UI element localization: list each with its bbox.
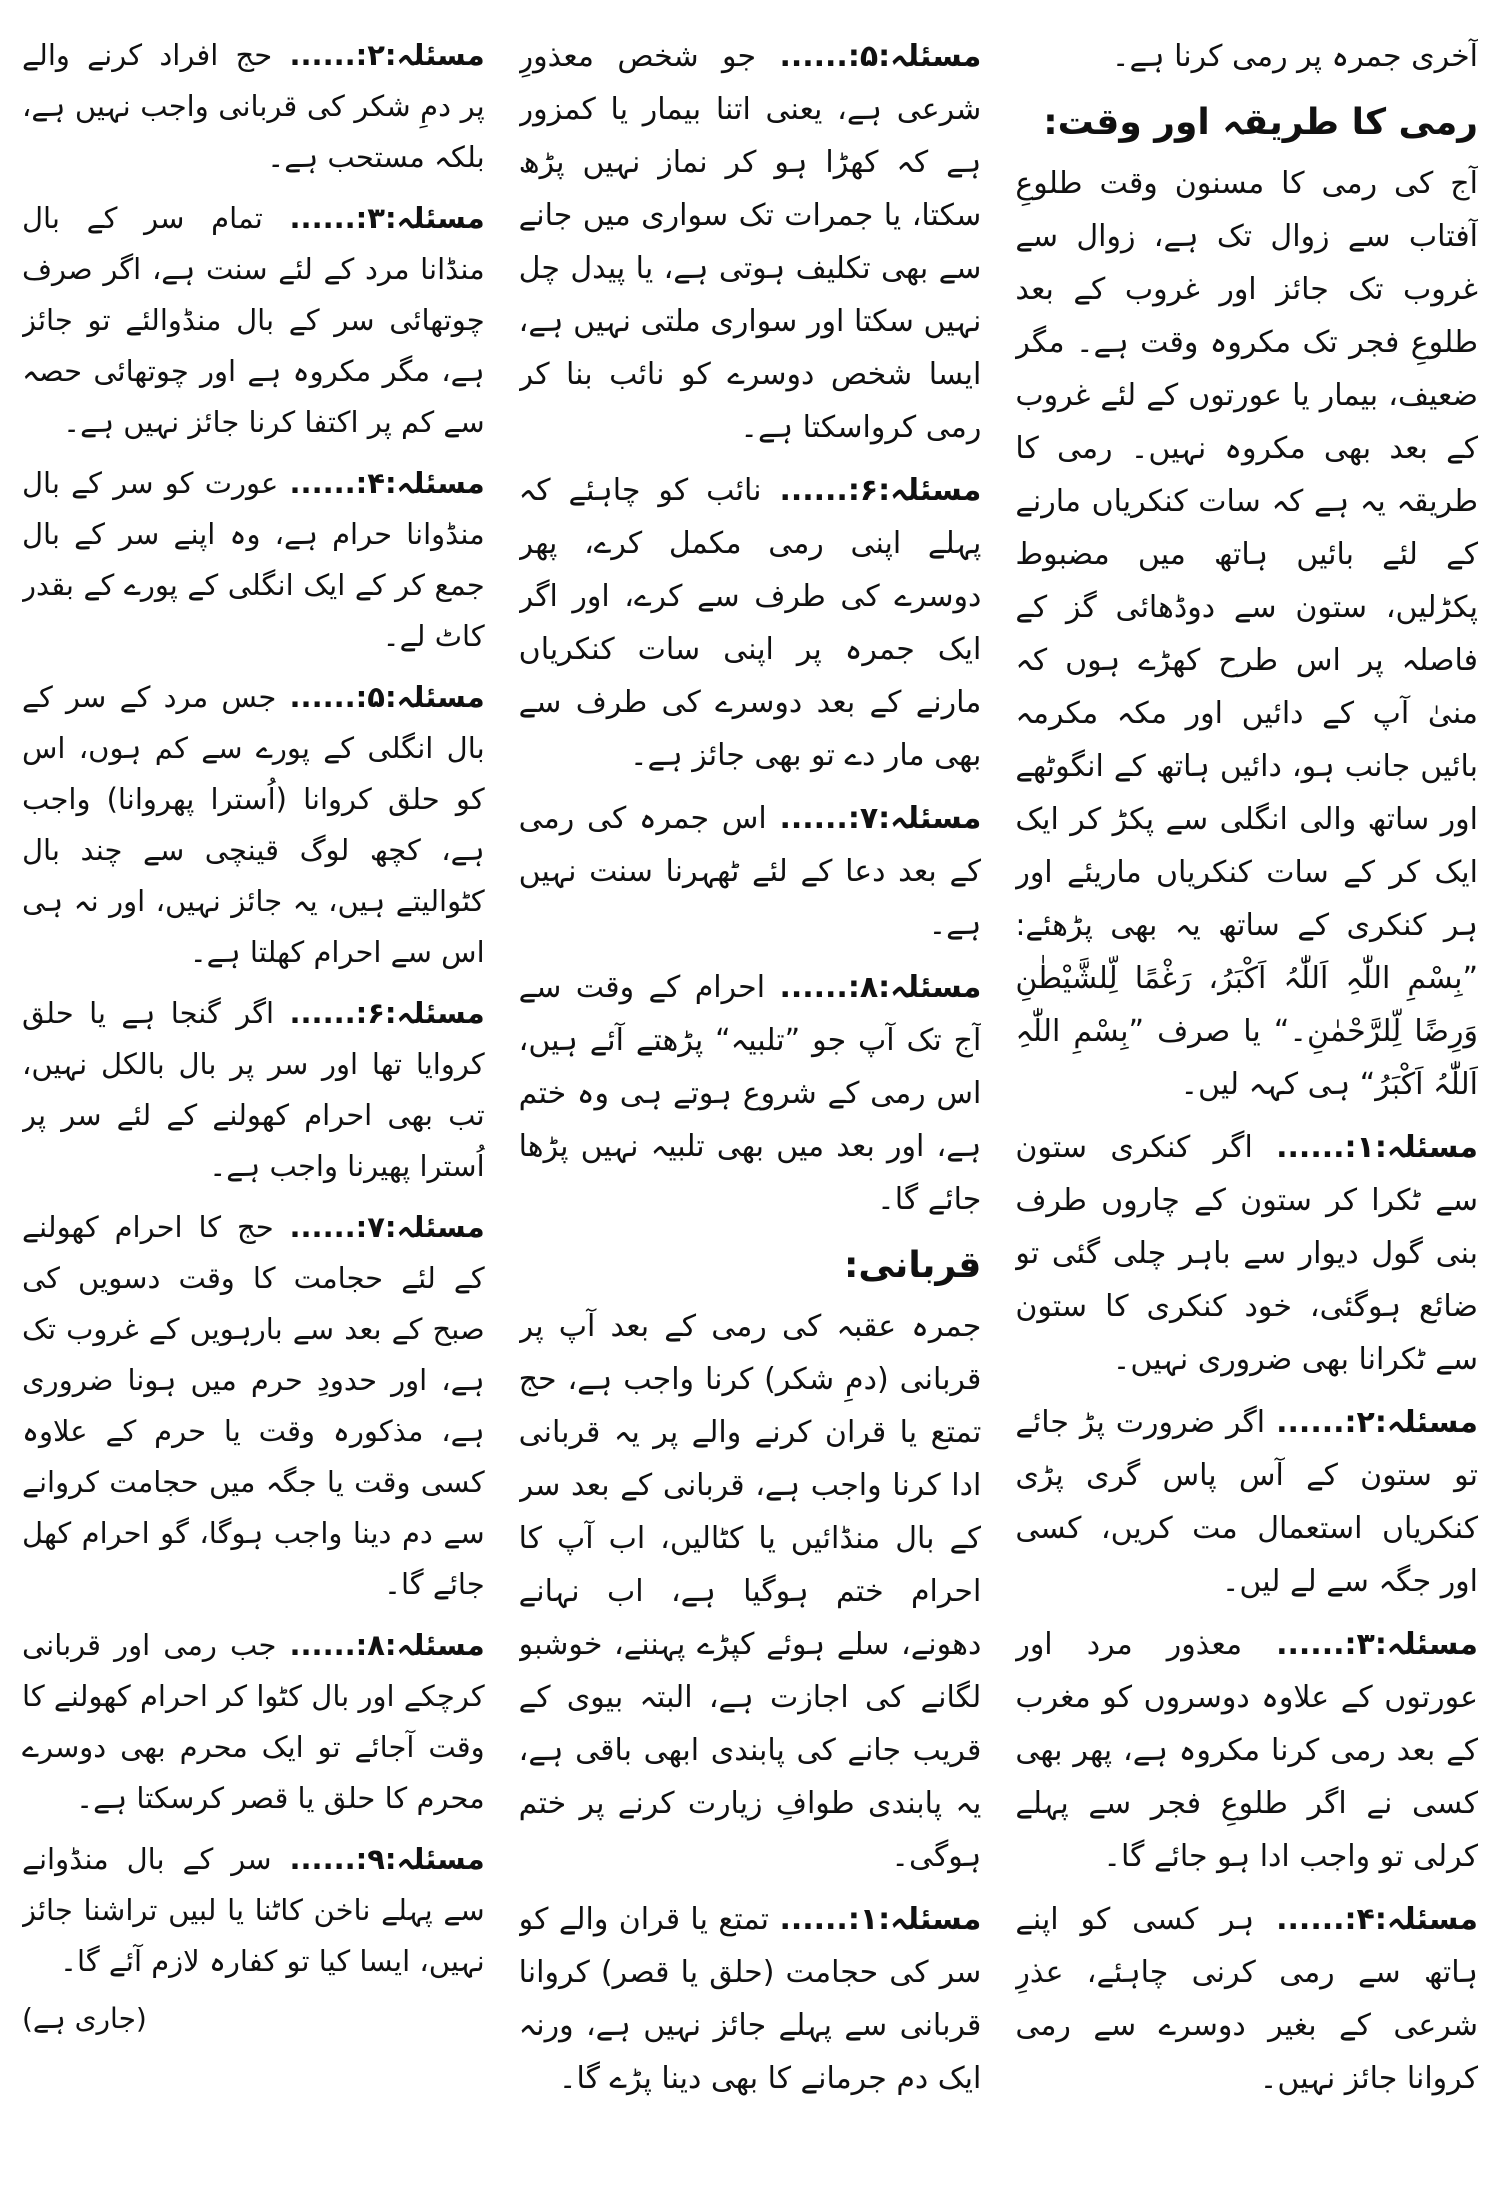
masala-paragraph: [519, 792, 982, 951]
masala-paragraph: [22, 672, 485, 978]
column-right: [1015, 30, 1478, 2160]
masala-paragraph: [1015, 1618, 1478, 1883]
paragraph-text: اگر کنکری ستون سے ٹکرا کر ستون کے چاروں طرف بنی گول دیوار سے باہر چلی گئی تو ضائع ہوگئی، خود کنکری کا ستون سے ٹکرانا بھی ضروری نہیں۔: [1015, 1130, 1478, 1377]
masala-paragraph: [22, 193, 485, 448]
paragraph-text: جب رمی اور قربانی کرچکے اور بال کٹوا کر احرام کھولنے کا وقت آجائے تو ایک محرم بھی دوسرے محرم کا حلق یا قصر کرسکتا ہے۔: [21, 1628, 485, 1815]
body-paragraph: [519, 1300, 982, 1883]
body-paragraph: [1015, 157, 1478, 1111]
masala-paragraph: [1015, 1121, 1478, 1386]
masala-label: مسئلہ:۱:......: [1276, 1130, 1478, 1165]
paragraph-text: آج کی رمی کا مسنون وقت طلوعِ آفتاب سے زوال تک ہے، زوال سے غروب تک جائز اور غروب کے بعد طلوعِ فجر تک مکروہ وقت ہے۔ مگر ضعیف، بیمار یا عورتوں کے لئے غروب کے بعد بھی مکروہ نہیں۔ رمی کا طریقہ یہ ہے کہ سات کنکریاں مارنے کے لئے بائیں ہاتھ میں مضبوط پکڑلیں، ستون سے دوڈھائی گز کے فاصلہ پر اس طرح کھڑے ہوں کہ منیٰ آپ کے دائیں اور مکہ مکرمہ بائیں جانب ہو، دائیں ہاتھ کے انگوٹھے اور ساتھ والی انگلی سے پکڑ کر ایک ایک کر کے سات کنکریاں ماریئے اور ہر کنکری کے ساتھ یہ بھی پڑھئے: ”بِسْمِ اللّٰہِ اَللّٰہُ اَکْبَرُ، رَغْمًا لِّلشَّیْطٰنِ وَرِضًا لِّلرَّحْمٰنِ۔“ یا صرف ”بِسْمِ اللّٰہِ اَللّٰہُ اَکْبَرُ“ ہی کہہ لیں۔: [1015, 166, 1478, 1102]
masala-label: مسئلہ:۸:......: [779, 970, 982, 1005]
paragraph-text: سر کے بال منڈوانے سے پہلے ناخن کاٹنا یا لبیں تراشنا جائز نہیں، ایسا کیا تو کفارہ لازم آئے گا۔: [21, 1842, 485, 1978]
masala-paragraph: [519, 961, 982, 1226]
masala-label: مسئلہ:۴:......: [1276, 1902, 1478, 1937]
paragraph-text: جو شخص معذورِ شرعی ہے، یعنی اتنا بیمار یا کمزور ہے کہ کھڑا ہو کر نماز نہیں پڑھ سکتا، یا جمرات تک سواری میں جانے سے بھی تکلیف ہوتی ہے، یا پیدل چل نہیں سکتا اور سواری ملتی نہیں ہے، ایسا شخص دوسرے کو نائب بنا کر رمی کرواسکتا ہے۔: [518, 39, 982, 445]
masala-paragraph: [519, 464, 982, 782]
masala-paragraph: [1015, 1396, 1478, 1608]
paragraph-text: تمام سر کے بال منڈانا مرد کے لئے سنت ہے، اگر صرف چوتھائی سر کے بال منڈوالئے تو جائز ہے، مگر مکروہ ہے اور چوتھائی حصہ سے کم پر اکتفا کرنا جائز نہیں ہے۔: [21, 201, 485, 439]
masala-label: مسئلہ:۵:......: [779, 39, 982, 74]
masala-label: مسئلہ:۲:......: [289, 38, 485, 72]
masala-paragraph: [22, 30, 485, 183]
masala-label: مسئلہ:۷:......: [289, 1210, 485, 1244]
masala-paragraph: [22, 988, 485, 1192]
paragraph-text: جس مرد کے سر کے بال انگلی کے پورے سے کم ہوں، اس کو حلق کروانا (اُسترا پھروانا) واجب ہے، کچھ لوگ قینچی سے چند بال کٹوالیتے ہیں، یہ جائز نہیں، اور نہ ہی اس سے احرام کھلتا ہے۔: [21, 680, 485, 969]
paragraph-text: حج افراد کرنے والے پر دمِ شکر کی قربانی واجب نہیں ہے، بلکہ مستحب ہے۔: [21, 38, 485, 174]
masala-label: مسئلہ:۳:......: [1276, 1627, 1478, 1662]
masala-label: مسئلہ:۸:......: [289, 1628, 485, 1662]
paragraph-text: تمتع یا قران والے کو سر کی حجامت (حلق یا قصر) کروانا قربانی سے پہلے جائز نہیں ہے، ورنہ ایک دم جرمانے کا بھی دینا پڑے گا۔: [518, 1902, 982, 2096]
masala-label: مسئلہ:۹:......: [289, 1842, 485, 1876]
paragraph-text: اس جمرہ کی رمی کے بعد دعا کے لئے ٹھہرنا سنت نہیں ہے۔: [518, 801, 982, 942]
continued-note: (جاری ہے): [21, 2002, 147, 2035]
section-heading: رمی کا طریقہ اور وقت:: [1043, 102, 1478, 143]
paragraph-text: آخری جمرہ پر رمی کرنا ہے۔: [1111, 39, 1478, 74]
section-heading: قربانی:: [843, 1245, 982, 1286]
masala-paragraph: [22, 1620, 485, 1824]
paragraph-text: حج کا احرام کھولنے کے لئے حجامت کا وقت دسویں کی صبح کے بعد سے بارہویں کے غروب تک ہے، اور حدودِ حرم میں ہونا ضروری ہے، مذکورہ وقت یا حرم کے علاوہ کسی وقت یا جگہ میں حجامت کروانے سے دم دینا واجب ہوگا، گو احرام کھل جائے گا۔: [21, 1210, 485, 1601]
masala-paragraph: [22, 1202, 485, 1610]
paragraph-text: اگر ضرورت پڑ جائے تو ستون کے آس پاس گری پڑی کنکریاں استعمال مت کریں، کسی اور جگہ سے لے لیں۔: [1015, 1405, 1478, 1599]
paragraph-text: ہر کسی کو اپنے ہاتھ سے رمی کرنی چاہئے، عذرِ شرعی کے بغیر دوسرے سے رمی کروانا جائز نہیں۔: [1015, 1902, 1478, 2096]
masala-label: مسئلہ:۱:......: [779, 1902, 982, 1937]
masala-label: مسئلہ:۵:......: [289, 680, 485, 714]
masala-label: مسئلہ:۳:......: [289, 201, 485, 235]
paragraph-text: معذور مرد اور عورتوں کے علاوہ دوسروں کو مغرب کے بعد رمی کرنا مکروہ ہے، پھر بھی کسی نے اگر طلوعِ فجر سے پہلے کرلی تو واجب ادا ہو جائے گا۔: [1015, 1627, 1478, 1874]
paragraph-text: اگر گنجا ہے یا حلق کروایا تھا اور سر پر بال بالکل نہیں، تب بھی احرام کھولنے کے لئے سر پر اُسترا پھیرنا واجب ہے۔: [21, 996, 485, 1183]
masala-label: مسئلہ:۴:......: [289, 466, 485, 500]
masala-paragraph: [22, 1834, 485, 1987]
paragraph-text: عورت کو سر کے بال منڈوانا حرام ہے، وہ اپنے سر کے بال جمع کر کے ایک انگلی کے پورے کے بقدر کاٹ لے۔: [21, 466, 485, 653]
masala-label: مسئلہ:۲:......: [1276, 1405, 1478, 1440]
paragraph-text: نائب کو چاہئے کہ پہلے اپنی رمی مکمل کرے، پھر دوسرے کی طرف سے کرے، اور اگر ایک جمرہ پر اپنی سات کنکریاں مارنے کے بعد دوسرے کی طرف سے بھی مار دے تو بھی جائز ہے۔: [518, 473, 982, 773]
masala-paragraph: [519, 30, 982, 454]
masala-label: مسئلہ:۷:......: [779, 801, 982, 836]
body-paragraph: [1015, 30, 1478, 83]
masala-label: مسئلہ:۶:......: [289, 996, 485, 1030]
column-middle: [519, 30, 982, 2160]
masala-label: مسئلہ:۶:......: [779, 473, 982, 508]
masala-paragraph: [1015, 1893, 1478, 2105]
masala-paragraph: [22, 458, 485, 662]
column-left: [22, 30, 485, 2160]
paragraph-text: جمرہ عقبہ کی رمی کے بعد آپ پر قربانی (دمِ شکر) کرنا واجب ہے، حج تمتع یا قران کرنے والے پر یہ قربانی ادا کرنا واجب ہے، قربانی کے بعد سر کے بال منڈائیں یا کٹالیں، اب آپ کا احرام ختم ہوگیا ہے، اب نہانے دھونے، سلے ہوئے کپڑے پہننے، خوشبو لگانے کی اجازت ہے، البتہ بیوی کے قریب جانے کی پابندی ابھی باقی ہے، یہ پابندی طوافِ زیارت کرنے پر ختم ہوگی۔: [518, 1309, 982, 1874]
masala-paragraph: [519, 1893, 982, 2105]
paragraph-text: احرام کے وقت سے آج تک آپ جو ”تلبیہ“ پڑھتے آئے ہیں، اس رمی کے شروع ہوتے ہی وہ ختم ہے، اور بعد میں بھی تلبیہ نہیں پڑھا جائے گا۔: [518, 970, 982, 1217]
